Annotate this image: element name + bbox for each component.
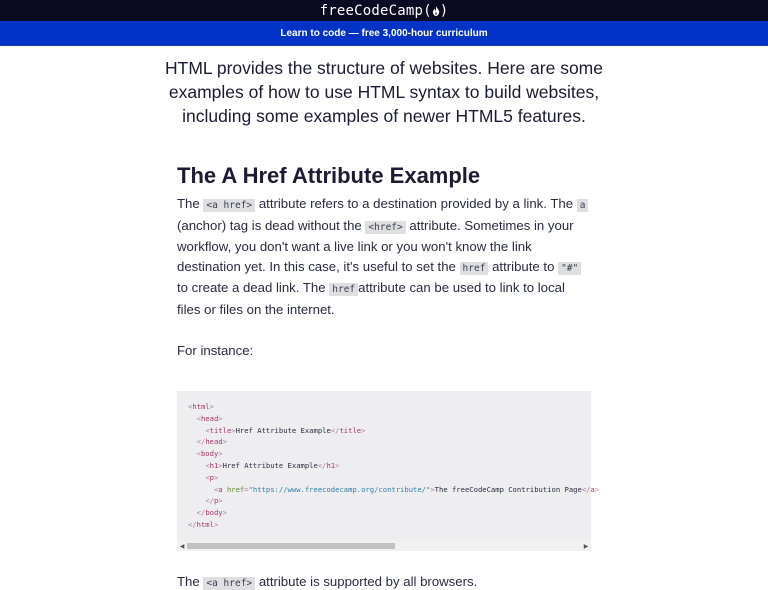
section-paragraph: The <a href> attribute refers to a destination provided by a link. The a (anchor) tag is dead without the <href> attribute. Sometimes in your workflow, you don't want a live link or you won't know the link destination yet. In this case, it's useful to set the href attribute to "#" to create a dead link. The href attribute can be used to link to local files or files on the internet.: [177, 194, 591, 319]
section-heading: The A Href Attribute Example: [177, 163, 481, 188]
inline-code: href: [329, 283, 358, 296]
inline-code: <href>: [365, 221, 405, 234]
scroll-left-arrow-icon[interactable]: ◀: [179, 543, 185, 550]
logo-text: freeCodeCamp: [319, 2, 424, 19]
logo-paren-open: (: [423, 2, 432, 19]
code-line: <title>Href Attribute Example</title>: [205, 425, 366, 435]
scrollbar-track[interactable]: [187, 542, 581, 550]
inline-code: a: [577, 199, 589, 212]
top-navbar: [0, 0, 768, 21]
for-instance-text: For instance:: [177, 343, 254, 358]
code-line: <head>: [196, 413, 223, 423]
browser-support-text: The <a href> attribute is supported by all browsers.: [177, 574, 478, 589]
scrollbar-thumb[interactable]: [187, 543, 395, 549]
code-block: [177, 391, 600, 551]
intro-text: HTML provides the structure of websites. Here are some examples of how to use HTML syntax to build websites, including some examples of newer HTML5 features.: [165, 58, 603, 126]
article-content: [165, 56, 603, 589]
inline-code: href: [460, 262, 489, 275]
horizontal-scrollbar[interactable]: [177, 541, 591, 551]
code-line: </p>: [205, 496, 223, 506]
code-line: <html>: [188, 402, 214, 411]
freecodecamp-logo[interactable]: [320, 3, 449, 19]
code-line: </html>: [188, 519, 219, 529]
inline-code: <a href>: [203, 577, 255, 590]
learn-to-code-banner[interactable]: [0, 21, 768, 46]
code-lines: [177, 391, 600, 531]
code-line: <a href="https://www.freecodecamp.org/contribute/">The freeCodeCamp Contribution Page</a>: [213, 484, 600, 494]
scroll-right-arrow-icon[interactable]: ▶: [583, 543, 589, 550]
code-line: </body>: [196, 508, 227, 518]
flame-icon: [432, 4, 440, 14]
code-line: <p>: [205, 472, 219, 482]
code-line: <h1>Href Attribute Example</h1>: [205, 460, 340, 470]
inline-code: <a href>: [203, 199, 255, 212]
logo-paren-close: ): [439, 2, 449, 19]
inline-code: "#": [558, 262, 581, 275]
code-line: </head>: [196, 437, 227, 447]
code-line: <body>: [196, 449, 223, 459]
banner-text: Learn to code — free 3,000-hour curriculum: [280, 27, 488, 39]
